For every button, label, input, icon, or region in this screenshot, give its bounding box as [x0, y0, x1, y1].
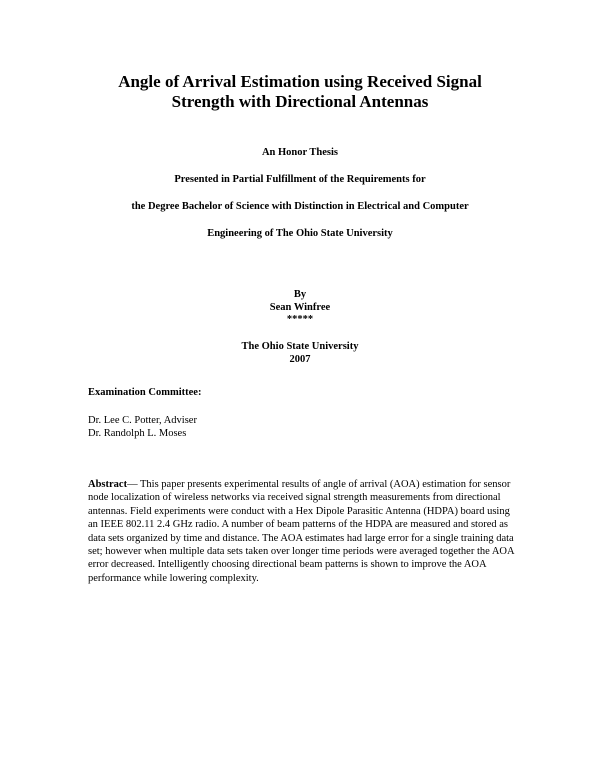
author-name: Sean Winfree	[269, 302, 331, 313]
institution-name: The Ohio State University	[241, 341, 359, 352]
thesis-degree-line: the Degree Bachelor of Science with Distinction in Electrical and Computer	[131, 201, 469, 212]
committee-heading: Examination Committee:	[88, 387, 202, 398]
author-by: By	[293, 289, 307, 300]
author-separator: *****	[286, 314, 314, 325]
thesis-engineering-line: Engineering of The Ohio State University	[207, 228, 393, 239]
abstract-label: Abstract	[88, 479, 128, 490]
committee-member: Dr. Lee C. Potter, Adviser	[88, 415, 197, 426]
institution-year: 2007	[289, 354, 311, 365]
thesis-presented-line: Presented in Partial Fulfillment of the Requirements for	[174, 174, 426, 185]
title-line-2: Strength with Directional Antennas	[171, 92, 429, 111]
abstract-text: This paper presents experimental results of angle of arrival (AOA) estimation for sensor node localization of wireless networks via received signal strength measurements from directional antennas. Field experiments were conduct with a Hex Dipole Parasitic Antenna (HDPA) board using an IEEE 802.11 2.4 GHz radio. A number of beam patterns of the HDPA are measured and stored as data sets organized by time and distance. The AOA estimates had large error for a single training data set; however when multiple data sets taken over longer time periods were averaged together the AOA error decreased. Intelligently choosing directional beam patterns is shown to improve the AOA performance while lowering complexity.	[88, 479, 514, 584]
document-title	[60, 72, 540, 112]
committee-member: Dr. Randolph L. Moses	[88, 428, 187, 439]
title-line-1: Angle of Arrival Estimation using Received Signal	[118, 72, 482, 91]
abstract-paragraph	[88, 478, 518, 585]
abstract-dash: —	[127, 479, 141, 490]
thesis-type: An Honor Thesis	[261, 147, 339, 158]
